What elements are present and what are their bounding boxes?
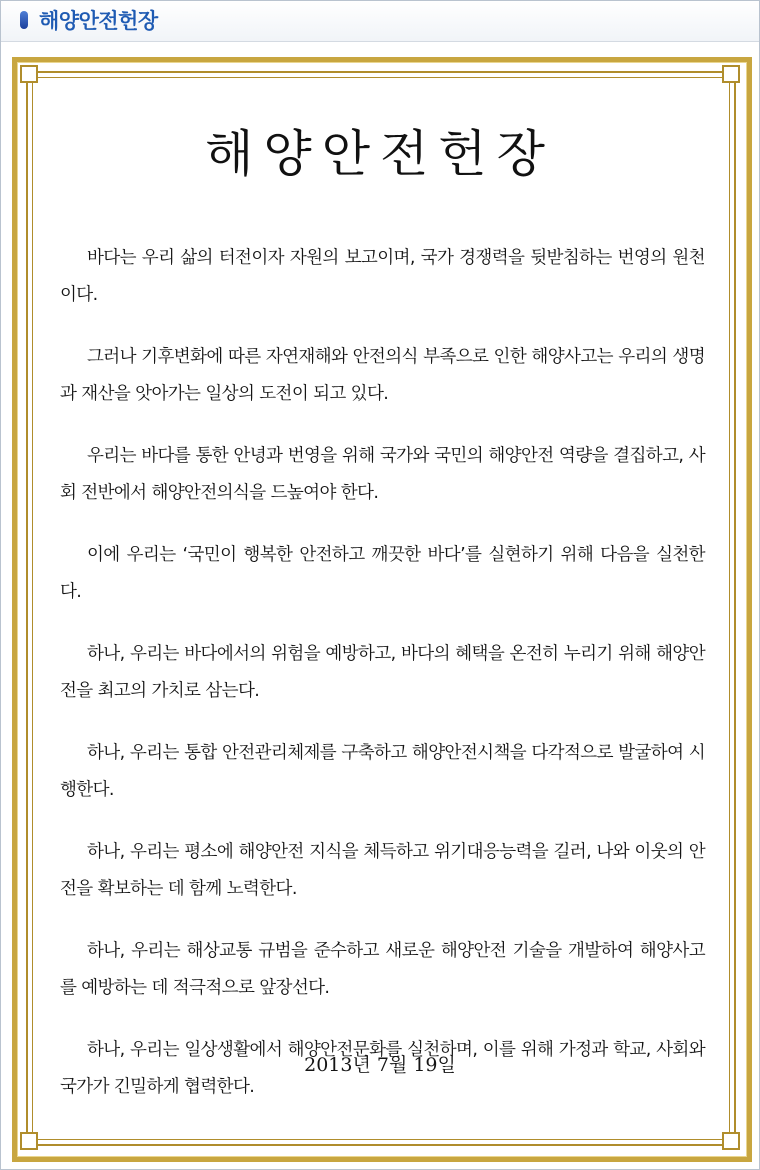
charter-date: 2013년 7월 19일: [304, 1054, 456, 1076]
charter-pledge: 하나, 우리는 일상생활에서 해양안전문화를 실천하며, 이를 위해 가정과 학교, 사회와 국가가 긴밀하게 협력한다.: [60, 1040, 705, 1097]
charter-pledge: 하나, 우리는 해상교통 규범을 준수하고 새로운 해양안전 기술을 개발하여 해양사고를 예방하는 데 적극적으로 앞장선다.: [60, 941, 705, 998]
charter-paragraph: 그러나 기후변화에 따른 자연재해와 안전의식 부족으로 인한 해양사고는 우리의 생명과 재산을 앗아가는 일상의 도전이 되고 있다.: [60, 347, 705, 404]
charter-paragraph: 우리는 바다를 통한 안녕과 번영을 위해 국가와 국민의 해양안전 역량을 결집하고, 사회 전반에서 해양안전의식을 드높여야 한다.: [60, 446, 705, 503]
page-header: [1, 1, 759, 42]
charter-pledge: 하나, 우리는 바다에서의 위험을 예방하고, 바다의 혜택을 온전히 누리기 위해 해양안전을 최고의 가치로 삼는다.: [60, 644, 705, 701]
charter-body: [60, 240, 705, 1131]
page-title: 해양안전헌장: [39, 9, 158, 33]
header-bullet-icon: [20, 11, 28, 29]
frame-corner-ornament-icon: [20, 65, 38, 83]
frame-corner-ornament-icon: [722, 65, 740, 83]
charter-title: 해양안전헌장: [205, 125, 555, 183]
charter-pledge: 하나, 우리는 평소에 해양안전 지식을 체득하고 위기대응능력을 길러, 나와 이웃의 안전을 확보하는 데 함께 노력한다.: [60, 842, 705, 899]
frame-corner-ornament-icon: [20, 1132, 38, 1150]
charter-paragraph: 바다는 우리 삶의 터전이자 자원의 보고이며, 국가 경쟁력을 뒷받침하는 번영의 원천이다.: [60, 248, 705, 305]
charter-pledge: 하나, 우리는 통합 안전관리체제를 구축하고 해양안전시책을 다각적으로 발굴하여 시행한다.: [60, 743, 705, 800]
charter-paragraph: 이에 우리는 ‘국민이 행복한 안전하고 깨끗한 바다’를 실현하기 위해 다음을 실천한다.: [60, 545, 705, 602]
frame-corner-ornament-icon: [722, 1132, 740, 1150]
